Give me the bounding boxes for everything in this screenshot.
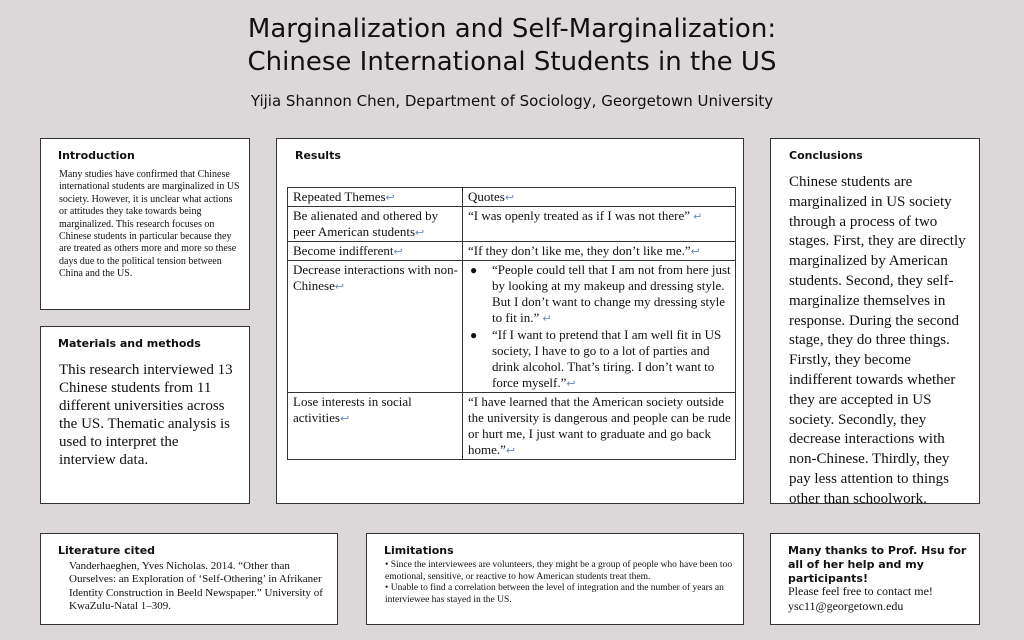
literature-text: Vanderhaeghen, Yves Nicholas. 2014. “Other than Ourselves: an Exploration of ‘Self-Othering’ in Afrikaner Identity Construction in Beeld Newspaper.” University of KwaZulu-Natal 1–309. (69, 560, 323, 613)
theme-cell: Be alienated and othered by peer American students (293, 208, 439, 239)
results-table (287, 187, 736, 460)
table-row: Lose interests in social activities↩ “I have learned that the American society outside the university is dangerous and people can be rude or hurt me, I just want to graduate and go back home.”↩ (288, 393, 736, 460)
contact-email[interactable]: ysc11@georgetown.edu (788, 599, 904, 613)
introduction-panel (40, 138, 250, 310)
methods-text: This research interviewed 13 Chinese students from 11 different universities across the US. Thematic analysis is used to interpret the interview data. (59, 362, 233, 468)
quotes-column-header: Quotes (468, 189, 505, 204)
list-item: ● “People could tell that I am not from here just by looking at my makeup and dressing style. But I don’t want to change my dressing style to fit in.” ↵ (492, 262, 731, 327)
poster-title-line1: Marginalization and Self-Marginalization: (247, 14, 777, 44)
literature-heading: Literature cited (58, 544, 156, 557)
results-heading: Results (295, 149, 341, 162)
poster-title-line2: Chinese International Students in the US (247, 47, 777, 77)
quote-bullet-list (468, 262, 731, 392)
thanks-panel (770, 533, 980, 625)
theme-cell: Lose interests in social activities (293, 394, 412, 425)
conclusions-heading: Conclusions (789, 149, 863, 162)
introduction-heading: Introduction (58, 149, 135, 162)
quote-cell: “I was openly treated as if I was not there” (468, 208, 690, 223)
thanks-heading: Many thanks to Prof. Hsu for all of her help and my participants! (788, 544, 967, 585)
conclusions-panel (770, 138, 980, 507)
table-row: Be alienated and othered by peer American students↩ “I was openly treated as if I was not there” ↵ (288, 207, 736, 242)
table-row: Repeated Themes↩ Quotes↩ (288, 188, 736, 207)
table-row: Decrease interactions with non-Chinese↩ ● “People could tell that I am not from here just by looking at my makeup and dressing style. But I don’t want to change my dressing style to fit in.” ↵ ● “If I want to pretend that I am well fit in US society, I have to go to a lot of parties and drink alcohol. That’s tiring. I don’t want to force myself.”↩ (288, 261, 736, 393)
list-item: • Since the interviewees are volunteers, they might be a group of people who have been too emotional, sensitive, or reactive to how American students treat them. (385, 560, 735, 583)
list-item: ● “If I want to pretend that I am well fit in US society, I have to go to a lot of parties and drink alcohol. That’s tiring. I don’t want to force myself.”↩ (492, 327, 731, 392)
literature-panel (40, 533, 338, 625)
methods-panel (40, 326, 250, 504)
contact-text: Please feel free to contact me! (788, 584, 933, 598)
quote-cell: “If they don’t like me, they don’t like me.” (468, 243, 691, 258)
poster-author: Yijia Shannon Chen, Department of Sociology, Georgetown University (250, 92, 774, 110)
introduction-text: Many studies have confirmed that Chinese international students are marginalized in US society. However, it is unclear what actions or attitudes they take towards being marginalized. This research focuses on Chinese students in particular because they are treated as others more and more so these days due to the political tension between China and the US. (59, 169, 240, 280)
themes-column-header: Repeated Themes (293, 189, 386, 204)
methods-heading: Materials and methods (58, 337, 201, 350)
quote-cell: “I have learned that the American society outside the university is dangerous and people can be rude or hurt me, I just want to graduate and go back home.” (468, 394, 731, 457)
theme-cell: Become indifferent (293, 243, 394, 258)
conclusions-text: Chinese students are marginalized in US society through a process of two stages. First, they are directly marginalized by American students. Second, they self-marginalize themselves in response. During the second stage, they do three things. Firstly, they become indifferent towards whether they are accepted in US society. Secondly, they decrease interactions with non-Chinese. Thirdly, they pay less attention to things other than schoolwork. (789, 174, 966, 507)
theme-cell: Decrease interactions with non-Chinese (293, 262, 458, 293)
limitations-heading: Limitations (384, 544, 454, 557)
limitations-panel (366, 533, 744, 625)
table-row: Become indifferent↩ “If they don’t like me, they don’t like me.”↩ (288, 242, 736, 261)
list-item: • Unable to find a correlation between the level of integration and the number of years an interviewee has stayed in the US. (385, 583, 735, 606)
limitations-list (385, 560, 735, 606)
